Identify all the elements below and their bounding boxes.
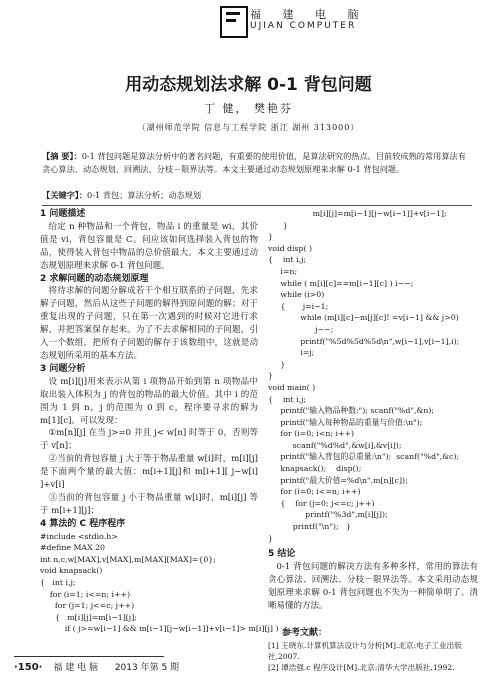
footer-divider	[14, 656, 164, 657]
page-number: ·150·	[14, 662, 43, 673]
section-5-heading: 5 结论	[268, 549, 296, 560]
section-2-paragraph: 将待求解的问题分解成若干个相互联系的子问题，先求解子问题，然后从这些子问题的解得到原问题的解；对于重复出现的子问题，只在第一次遇到的时候对它进行求解，并把答案保存起来。为了不去求解相同的子问题，引入一个数组，把所有子问题的解存于该数组中，这就是动态规划所采用的基本方法。	[40, 286, 258, 361]
section-1-heading: 1 问题描述	[40, 209, 86, 219]
section-3-condition-2: ②当前的背包容量 j 大于等于物品重量 w[i]时，m[i][j]是下面两个量的最大值：m[i+1][j]和 m[i+1][ j−w[i] ]+v[i]	[40, 454, 258, 491]
paper-authors: 丁 健， 樊艳芬	[204, 102, 293, 115]
section-3-heading: 3 问题分析	[40, 363, 86, 374]
paper-title: 用动态规划法求解 0-1 背包问题	[125, 75, 372, 95]
reference-2: [2] 谭浩强.c 程序设计[M].北京:清华大学出版社,1992.	[268, 662, 455, 672]
paper-affiliation: （湖州师范学院 信息与工程学院 浙江 湖州 313000）	[137, 123, 360, 132]
section-2-heading: 2 求解问题的动态规划原理	[40, 273, 149, 284]
footer	[14, 660, 179, 673]
reference-1: [1] 王晓东.计算机算法设计与分析[M].北京:电子工业出版社,2007.	[268, 640, 462, 661]
header-divider	[42, 205, 472, 206]
footer-issue: 2013 年第 5 期	[114, 663, 180, 673]
code-listing-part-1: #include <stdio.h> #define MAX 20 int n,c,w[MAX],v[MAX],m[MAX][MAX]={0}; void knapsack() { int i,j; for (i=1; i<=n; i++) for (j=1; j<=c; j++) { m[i][j]=m[i−1][j]; if ( j>=w[i−1] && m[i−1][j−w[i−1]]+v[i−1]> m[i][j] )	[40, 531, 279, 634]
footer-journal: 福 建 电 脑	[53, 663, 98, 673]
keywords	[42, 190, 472, 201]
keywords-label: 【关键字】：	[42, 190, 88, 200]
section-4-heading: 4 算法的 C 程序程序	[40, 518, 126, 529]
section-3-condition-1: ①m[n][j] 在当 j>=0 并且 j< w[n] 时等于 0，否则等于 v[n]；	[40, 428, 258, 452]
left-column	[40, 208, 279, 635]
section-3-paragraph: 设 m[i][j]用来表示从第 i 项物品开始到第 n 项物品中取出装入体积为 j 的背包的物品的最大价值。其中 i 的范围为 1 到 n，j 的范围为 0 到 c，程序要寻求的解为 m[1][c]。可以发现：	[40, 376, 258, 426]
journal-name-cn: 福 建 电 脑	[250, 8, 368, 21]
journal-logo-icon	[220, 6, 248, 38]
keywords-text: 0-1 背包；算法分析；动态规划	[87, 190, 202, 200]
section-1-paragraph: 给定 n 种物品和一个背包，物品 i 的重量是 wi，其价值是 vi，背包容量是 C。问应该如何选择装入背包的物品，使得装入背包中物品的总价值最大。本文主要通过动态规划原理来求解 0-1 背包问题。	[40, 221, 258, 271]
code-listing-part-2: m[i][j]=m[i−1][j−w[i−1]]+v[i−1]; } } void disp( ) { int i,j; i=n; while ( m[i][c]==m[i−1][c] ) i−−; while (i>0) { j=i−1; while (m[i][c]−m[j][c]! =v[i−1] && j>0) j−−; printf("%5d%5d%5d\n",w[i−1],v[i−1],i); i=j; } } void main( ) { int i,j; printf("输入物品种数:"); scanf("%d",&n); printf("输入每种物品的重量与价值:\n"); for (i=0; i<n; i++) scanf("%d%d",&w[i],&v[i]); printf("输入背包的总重量:\n"); scanf("%d",&c); knapsack(); disp(); printf("最大价值=%d\n",m[n][c]); for (i=0; i<=n; i++) { for (j=0; j<=c; j++) printf("%3d",m[i][j]); printf("\n"); } }	[268, 209, 460, 543]
abstract-label: 【摘 要】：	[42, 151, 82, 161]
section-3-condition-3: ③当前的背包容量 j 小于物品重量 w[i]时，m[i][j] 等于 m[i+1][j]；	[40, 492, 258, 516]
abstract	[42, 150, 472, 176]
right-column	[268, 208, 478, 673]
abstract-text: 0-1 背包问题是算法分析中的著名问题，有重要的使用价值，是算法研究的热点。目前较成熟的常用算法有贪心算法、动态规划、回溯法、分枝－限界法等。本文主要通过动态规划原理来求解 0-1 背包问题。	[42, 151, 466, 174]
journal-name-en: UJIAN COMPUTER	[250, 21, 357, 31]
references-heading: 参考文献：	[282, 627, 328, 638]
section-5-paragraph: 0-1 背包问题的解决方法有多种多样，常用的算法有贪心算法、回溯法、分枝－限界法等。本文采用动态规划原理来求解 0-1 背包问题也不失为一种简单明了、清晰易懂的方法。	[268, 562, 478, 611]
